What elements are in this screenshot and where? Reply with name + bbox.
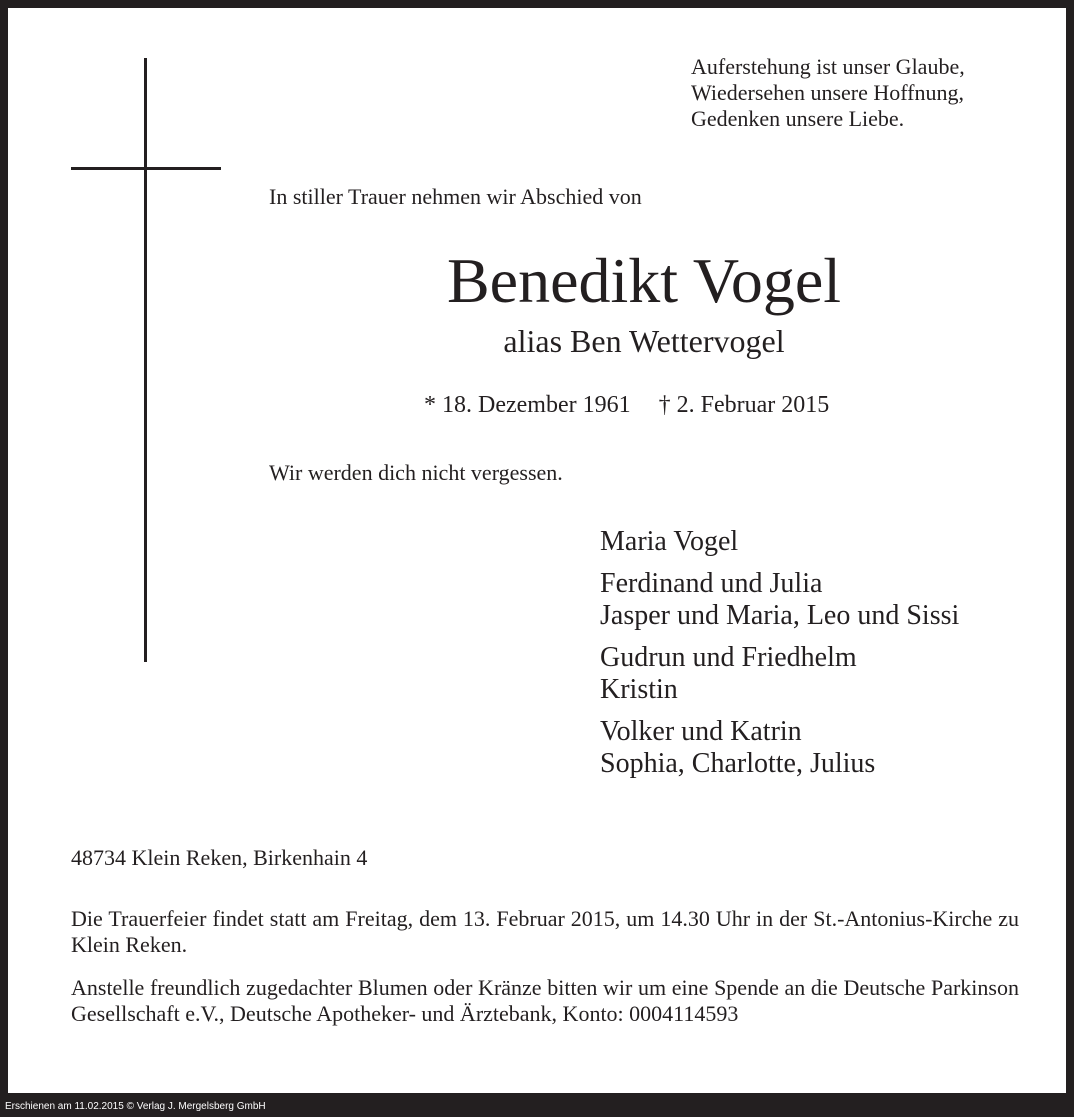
deceased-name: Benedikt Vogel (446, 245, 842, 316)
mourner-group (600, 642, 959, 706)
intro-text: In stiller Trauer nehmen wir Abschied von (269, 184, 642, 209)
mourners-list (600, 526, 959, 790)
mourner-line: Kristin (600, 674, 678, 705)
motto-line: Auferstehung ist unser Glaube, (691, 54, 965, 79)
cross-icon-vertical-bar (144, 58, 147, 662)
cross-icon-horizontal-bar (71, 167, 221, 170)
farewell-text: Wir werden dich nicht vergessen. (269, 460, 563, 485)
deceased-alias: alias Ben Wettervogel (503, 323, 785, 359)
mourner-line: Jasper und Maria, Leo und Sissi (600, 600, 960, 631)
publication-footer: Erschienen am 11.02.2015 © Verlag J. Mergelsberg GmbH (5, 1101, 266, 1112)
family-address: 48734 Klein Reken, Birkenhain 4 (71, 845, 368, 870)
mourner-line: Gudrun und Friedhelm (600, 642, 857, 673)
life-dates (424, 392, 829, 419)
donation-info: Anstelle freundlich zugedachter Blumen oder Kränze bitten wir um eine Spende an die Deutsche Parkinson Gesellschaft e.V., Deutsche Apotheker- und Ärztebank, Konto: 0004114593 (71, 975, 1019, 1026)
mourner-line: Sophia, Charlotte, Julius (600, 748, 876, 779)
mourner-line: Volker und Katrin (600, 716, 802, 747)
motto (691, 54, 965, 132)
mourner-group (600, 568, 959, 632)
mourner-group (600, 526, 959, 558)
death-date: † 2. Februar 2015 (658, 392, 830, 418)
motto-line: Wiedersehen unsere Hoffnung, (691, 80, 965, 105)
motto-line: Gedenken unsere Liebe. (691, 106, 905, 131)
mourner-group (600, 716, 959, 780)
mourner-line: Maria Vogel (600, 526, 739, 557)
obituary-notice (8, 8, 1066, 1093)
service-info: Die Trauerfeier findet statt am Freitag, dem 13. Februar 2015, um 14.30 Uhr in der St.-Antonius-Kirche zu Klein Reken. (71, 906, 1019, 957)
birth-date: * 18. Dezember 1961 (424, 392, 631, 418)
mourner-line: Ferdinand und Julia (600, 568, 823, 599)
